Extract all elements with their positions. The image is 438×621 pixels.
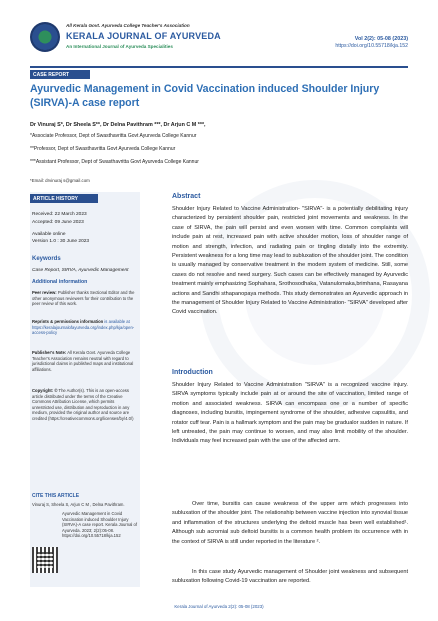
journal-name: KERALA JOURNAL OF AYURVEDA [66, 31, 221, 41]
reprints-label: Reprints & permissions information [32, 319, 104, 324]
reprints-link[interactable]: is available at https://keralajournalofayurveda.org/index.php/kja/open-access-policy [32, 319, 135, 336]
introduction-paragraph-1: Shoulder Injury Related to Vaccine Administration "SIRVA" is a recognized vaccine injury. SIRVA symptoms typically include pain at or around the site of vaccination, limited range of motion and associated weakness. SIRVA can encompass one or a number of specific diagnoses, including bursitis, impingement syndrome of the shoulder, adhesive capsulitis, and rotator cuff tear. Pain is a hallmark symptom and the pain may be gradualor sudden in nature. If left untreated, the pain may continue to worsen, and may also limit mobility of the shoulder. Individuals may feel increased pain with the use of the affected arm. [172, 382, 408, 445]
copyright-note [32, 388, 136, 422]
additional-info-heading: Additional information [32, 279, 88, 285]
copyright-text: The Author(s). This is an open-access article distributed under the terms of the Creative Commons Attribution License, which permits unrestricted use, distribution and reproduction in any medium, provided the original author and source are credited (https://creativecommons.org/licenses/by/4.0/) [32, 388, 134, 421]
article-type-tag: CASE REPORT [30, 70, 90, 79]
affiliation-2: **Professor, Dept of Swasthavritta Govt Ayurveda College Kannur [30, 146, 176, 152]
publisher-note-text: All Kerala Govt. Ayurveda College Teacher's Association remains neutral with regard to jurisdictional claims in published maps and institutional affiliations. [32, 350, 134, 372]
introduction-paragraph-3: In this case study Ayurvedic management of Shoulder joint weakness and subsequent subluxation following Covid-19 vaccination are reported. [172, 569, 408, 585]
cite-heading: CITE THIS ARTICLE [32, 493, 80, 499]
affiliation-3: ***Assistant Professor, Dept of Swasthavritta Govt Ayurveda College Kannur [30, 159, 199, 165]
abstract-heading: Abstract [172, 193, 201, 200]
page-footer: Kerala Journal of Ayurveda 2(2): 05-08 (2023) [174, 604, 264, 609]
keywords-heading: Keywords [32, 256, 61, 262]
cite-text: Ayurvedic Management in Covid Vaccination induced Shoulder Injury (SIRVA)-A case report. Kerala Journal of Ayurveda. 2023; 2(2):05-08. https://doi.org/10.55718/kja.152 [62, 511, 138, 539]
reprints-note [32, 319, 136, 336]
corresponding-email[interactable]: *Email: drvinuraj s@gmail.com [30, 178, 90, 183]
available-online: Available online [32, 232, 66, 237]
accepted-date: Accepted: 09 June 2023 [32, 220, 84, 225]
publisher-note [32, 350, 136, 372]
volume-info: Vol 2(2): 05-08 (2023) [354, 36, 408, 42]
abstract-text: Shoulder Injury Related to Vaccine Administration- "SIRVA"- is a potentially debilitating injury characterized by persistent shoulder pain, restricted joint movements and weakness. In the case of SIRVA, the pain will persist and even worsen with time. Common complaints will include pain at rest, increased pain with active shoulder motion, loss of shoulder range of motion and strength, infection, and radiating pain or tingling distally into the extremity. Persistent weakness for a long time may lead to subluxation of the shoulder joint. The condition is usually managed by conservative treatment in the modern system of medicine. Still, some cases do not resolve and need surgery. Such cases can be effectively managed by Ayurvedic treatment mainly emphasizing Sophahara, Srothosodhaka, Vatanulomaka,brimhana, Rasayana actions and Sandhi sthapanopaya methods. This study demonstrates an Ayurvedic approach in the management of Shoulder Injury Related to Vaccine Administration- "SIRVA" developed after Covid vaccination. [172, 206, 408, 316]
header-divider [30, 66, 408, 68]
peer-review-note [32, 290, 136, 307]
peer-review-text: Publisher thanks Sectional Editor and the other anonymous reviewers for their contribution to the peer review of this work. [32, 290, 135, 307]
received-date: Received: 22 March 2023 [32, 212, 87, 217]
copyright-label: Copyright: © [32, 388, 58, 393]
keywords-list: Case Report, SIRVA, Ayurvedic Management [32, 268, 129, 273]
affiliation-1: *Associate Professor, Dept of Swasthavritta Govt Ayurveda College Kannur [30, 133, 197, 139]
publisher-note-label: Publisher's Note: [32, 350, 67, 355]
article-title: Ayurvedic Management in Covid Vaccination induced Shoulder Injury (SIRVA)-A case report [30, 83, 380, 109]
version-date: Version 1.0 : 30 June 2023 [32, 239, 90, 244]
journal-subtitle: An International Journal of Ayurveda Specialities [66, 44, 173, 49]
peer-review-label: Peer review: [32, 290, 57, 295]
cite-authors: Vinuraj S, Sheela S, Arjun C M , Delna Pavithram. [32, 502, 125, 507]
qr-code-inner [37, 552, 53, 568]
doi-link[interactable]: https://doi.org/10.55718/kja.152 [335, 43, 408, 49]
article-history-tag: ARTICLE HISTORY [30, 194, 98, 203]
journal-header [0, 0, 438, 68]
journal-logo-icon [30, 22, 60, 52]
introduction-paragraph-2: Over time, bursitis can cause weakness of the upper arm which progresses into subluxation of the shoulder joint. The relationship between vaccine injection into synovial tissue and inflammation of the structures underlying the deltoid muscle has been well established¹. Although sub acromial sub deltoid bursitis is a common health problem its occurrence with in the context of SIRVA is still under reported in the literature ². [172, 501, 408, 545]
author-list: Dr Vinuraj S*, Dr Sheela S**, Dr Delna Pavithram ***, Dr Arjun C M ***, [30, 122, 206, 128]
introduction-heading: Introduction [172, 369, 213, 376]
association-name: All Kerala Govt. Ayurveda College Teacher's Association [66, 23, 190, 28]
